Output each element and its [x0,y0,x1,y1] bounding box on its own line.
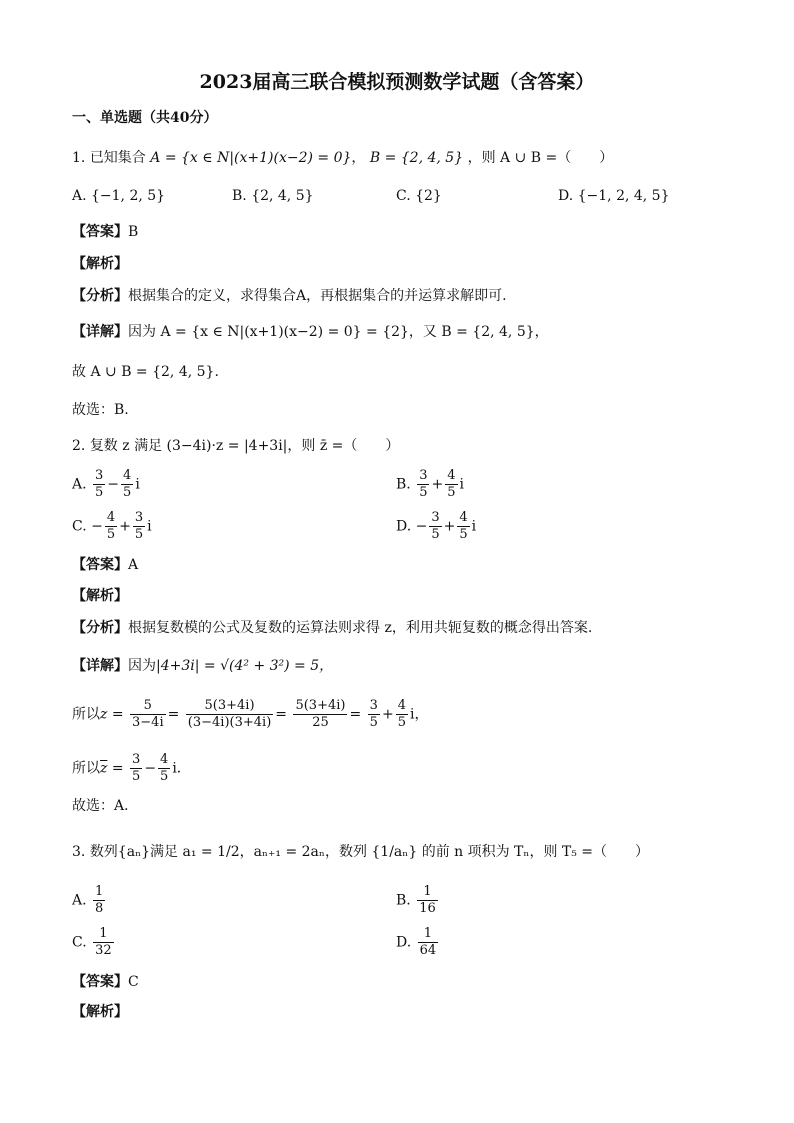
q3-option-b: B. $\frac{1}{16}$ [396,884,436,916]
q2-detail-1: 【详解】因为|4+3i| = √(4² + 3²) = 5， [72,658,334,674]
q3-option-d: D. $\frac{1}{64}$ [396,926,437,958]
q1-answer: 【答案】B [72,224,139,240]
q2-analysis-heading: 【解析】 [72,588,128,604]
q1-option-a: A. {−1, 2, 5} [72,188,166,204]
q3-option-a: A. $\frac{1}{8}$ [72,884,104,916]
q1-analysis-heading: 【解析】 [72,256,128,272]
q1-detail-1: 【详解】因为 A = {x ∈ N|(x+1)(x−2) = 0} = {2}，又 B = {2, 4, 5}， [72,324,549,340]
q1-detail-2: 故 A ∪ B = {2, 4, 5}. [72,364,219,380]
q2-option-c: C. − $\frac{4}{5}$ + $\frac{3}{5}$ i [72,510,152,542]
question-1-stem: 1. 已知集合 A = {x ∈ N|(x+1)(x−2) = 0}， B = {2, 4, 5} ，则 A ∪ B =（ ） [72,150,614,166]
q1-option-c: C. {2} [396,188,442,204]
q1-fenxi: 【分析】根据集合的定义，求得集合A，再根据集合的并运算求解即可. [72,288,507,304]
set-a: A = {x ∈ N|(x+1)(x−2) = 0} [150,150,352,166]
q2-detail-2: 所以z = $\frac{5}{3-4i}$ = $\frac{5(3+4i)}{(3-4i)(3+4i)}$ = $\frac{5(3+4i)}{25}$ = $\frac{3}{5}$ + $\frac{4}{5}$ i， [72,698,429,730]
q2-detail-3: 所以$\overline{z}$ = $\frac{3}{5}$ − $\frac{4}{5}$ i． [72,752,191,784]
q2-fenxi: 【分析】根据复数模的公式及复数的运算法则求得 z，利用共轭复数的概念得出答案. [72,620,593,636]
q2-answer: 【答案】A [72,557,139,573]
q1-choose: 故选：B. [72,402,129,418]
section-heading: 一、单选题（共40分） [72,110,218,126]
page-title: 2023届高三联合模拟预测数学试题（含答案） [199,71,595,93]
question-2-stem: 2. 复数 z 满足 (3−4i)·z = |4+3i|，则 z̄ =（ ） [72,438,400,454]
question-number: 1. [72,150,86,166]
q2-option-b: B. $\frac{3}{5}$ + $\frac{4}{5}$ i [396,468,464,500]
q2-option-a: A. $\frac{3}{5}$ − $\frac{4}{5}$ i [72,468,140,500]
set-b: B = {2, 4, 5} [369,150,464,166]
q1-option-b: B. {2, 4, 5} [232,188,314,204]
q3-option-c: C. $\frac{1}{32}$ [72,926,112,958]
question-3-stem: 3. 数列{aₙ}满足 a₁ = 1/2，aₙ₊₁ = 2aₙ，数列 {1/aₙ} 的前 n 项积为 Tₙ，则 T₅ =（ ） [72,844,650,860]
q3-answer: 【答案】C [72,974,139,990]
q3-analysis-heading: 【解析】 [72,1004,128,1020]
q2-choose: 故选：A． [72,798,139,814]
q2-option-d: D. − $\frac{3}{5}$ + $\frac{4}{5}$ i [396,510,477,542]
q1-option-d: D. {−1, 2, 4, 5} [558,188,670,204]
